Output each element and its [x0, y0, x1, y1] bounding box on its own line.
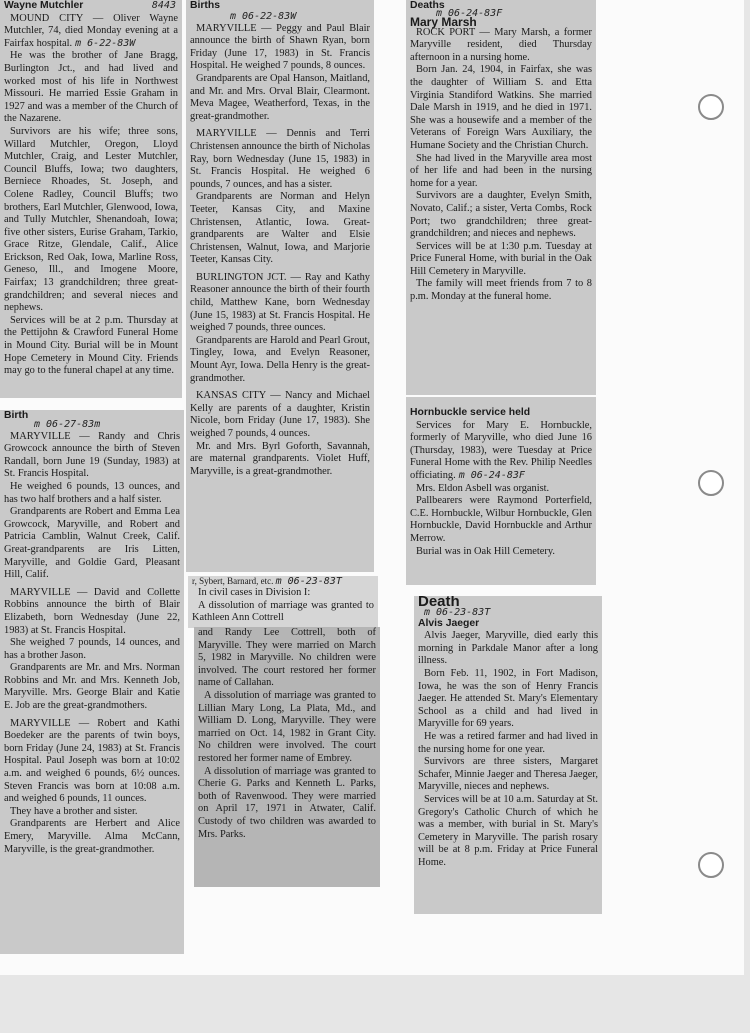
- birth-announcements-left-clipping: [0, 410, 184, 954]
- birth-left-paragraph: Grandparents are Robert and Emma Lea Growcock, Maryville, and Robert and Patricia Camblin, Walnut Creek, Calif. Great-grandparents are Iris Litten, Maryville, and Goldie Gard, Pleasant Hill, Calif.: [4, 506, 180, 581]
- births-middle-clipping: [186, 0, 374, 572]
- civil-cases-clipping-bottom: [194, 627, 380, 887]
- jaeger-obituary-clipping: [414, 596, 602, 914]
- birth-left-paragraph: Grandparents are Herbert and Alice Emery, Maryville. Alma McCann, Maryville, is the great-grandmother.: [4, 818, 180, 855]
- deaths-paragraph: Survivors are a daughter, Evelyn Smith, Novato, Calif.; a sister, Verta Combs, Rock Port; two grandchildren; three great-grandchildren; and nieces and nephews.: [410, 190, 592, 240]
- hornbuckle-date-mark: m 06-24-83F: [458, 469, 525, 481]
- jaeger-paragraph: Alvis Jaeger, Maryville, died early this morning in Parkdale Manor after a long illness.: [418, 630, 598, 667]
- births-mid-paragraph: Mr. and Mrs. Byrl Goforth, Savannah, are maternal grandparents. Violet Huff, Maryville, is a great-grandmother.: [190, 440, 370, 477]
- birth-left-paragraph: Grandparents are Mr. and Mrs. Norman Robbins and Mr. and Mrs. Kenneth Job, Maryville. Mrs. George Blair and Katie E. Job are the great-grandmothers.: [4, 662, 180, 712]
- deaths-date-mark: m 06-24-83F: [436, 7, 503, 19]
- births-mid-date-mark: m 06-22-83W: [230, 10, 297, 22]
- birth-left-paragraph: MARYVILLE — Randy and Chris Growcock announce the birth of Steven Randall, born June 19 (Sunday, 1983) at St. Francis Hospital.: [4, 430, 180, 480]
- hornbuckle-paragraph: Burial was in Oak Hill Cemetery.: [416, 545, 555, 557]
- births-mid-paragraph: Grandparents are Opal Hanson, Maitland, and Mr. and Mrs. Orval Blair, Clearmont. Meva Magee, Weatherford, Texas, in the great-grandmother.: [190, 72, 370, 122]
- mutchler-headline: Wayne Mutchler: [4, 0, 84, 11]
- hornbuckle-paragraph: Services for Mary E. Hornbuckle, formerly of Maryville, who died June 16 (Thursday, 1983), were Tuesday at Price Funeral Home with the Rev. Philip Needles officiating. m 06-24-83F: [410, 419, 592, 481]
- hornbuckle-headline: Hornbuckle service held: [410, 407, 531, 418]
- jaeger-paragraph: Born Feb. 11, 1902, in Fort Madison, Iowa, he was the son of Henry Francis Jaeger. He attended St. Mary's Elementary School as a child and had lived in Maryville for 69 years.: [418, 667, 598, 730]
- birth-left-paragraph: She weighed 7 pounds, 14 ounces, and has a brother Jason.: [4, 637, 180, 661]
- births-mid-paragraph: BURLINGTON JCT. — Ray and Kathy Reasoner announce the birth of their fourth child, Matthew Kane, born Wednesday (June 15, 1983) at St. Francis Hospital. He weighed 7 pounds, three ounces.: [190, 271, 370, 334]
- births-mid-paragraph: MARYVILLE — Dennis and Terri Christensen announce the birth of Nicholas Ray, born Wednesday (June 15, 1983) in St. Francis Hospital. He weighed 6 pounds, 7 ounces, and has a sister.: [190, 128, 370, 190]
- deaths-mary-marsh-clipping: [406, 0, 596, 395]
- civil-paragraph: A dissolution of marriage was granted to Cherie G. Parks and Kenneth L. Parks, both of Ravenwood. They were married on April 17, 1971 in Atwater, Calif. Custody of two children was awarded to Mrs. Parks.: [198, 765, 376, 840]
- jaeger-headline: Death: [418, 596, 460, 610]
- mutchler-paragraph: Services will be at 2 p.m. Thursday at the Pettijohn & Crawford Funeral Home in Mound City. Burial will be in Mount Hope Cemetery in Mound City. Friends may go to the funeral chapel at any time.: [4, 314, 178, 377]
- jaeger-date-mark: m 06-23-83T: [424, 606, 491, 618]
- punch-hole-bottom: [698, 852, 724, 878]
- civil-paragraph: A dissolution of marriage was granted to Lillian Mary Long, La Plata, Md., and William D. Long, Maryville. They were married on Oct. 14, 1982 in Grant City. No children were involved. The court restored her former name of Embrey.: [198, 689, 376, 764]
- hornbuckle-paragraph: Pallbearers were Raymond Porterfield, C.E. Hornbuckle, Wilbur Hornbuckle, Glen Hornbuckle, David Hornbuckle and Arthur Merrow.: [410, 495, 592, 544]
- birth-left-paragraph: MARYVILLE — David and Collette Robbins announce the birth of Blair Elizabeth, born Wednesday (June 22, 1983) at St. Francis Hospital.: [4, 586, 180, 636]
- deaths-headline: Deaths: [410, 0, 445, 11]
- civil-date-mark: m 06-23-83T: [275, 576, 342, 587]
- births-mid-paragraph: KANSAS CITY — Nancy and Michael Kelly are parents of a daughter, Kristin Nicole, born Friday (June 17, 1983). She weighed 7 pounds, 4 ounces.: [190, 390, 370, 439]
- mutchler-obituary-clipping: [0, 0, 182, 398]
- civil-intro: In civil cases in Division I:: [198, 587, 311, 598]
- hornbuckle-clipping: [406, 397, 596, 585]
- deaths-paragraph: Services will be at 1:30 p.m. Tuesday at Price Funeral Home, with burial in the Oak Hill Cemetery in Maryville.: [410, 240, 592, 277]
- deaths-paragraph: The family will meet friends from 7 to 8 p.m. Monday at the funeral home.: [410, 278, 592, 303]
- deaths-paragraph: ROCK PORT — Mary Marsh, a former Maryville resident, died Thursday afternoon in a nursing home.: [410, 26, 592, 63]
- birth-left-headline: Birth: [4, 410, 29, 421]
- births-mid-paragraph: Grandparents are Norman and Helyn Teeter, Kansas City, and Maxine Christensen, Atlantic, Iowa. Great-grandparents are Walter and Elsie Christensen, Walnut, Iowa, and Marjorie Teeter, Kansas City.: [190, 191, 370, 266]
- birth-left-paragraph: He weighed 6 pounds, 13 ounces, and has two half brothers and a half sister.: [4, 480, 180, 505]
- mutchler-paragraph: MOUND CITY — Oliver Wayne Mutchler, 74, died Monday evening at a Fairfax hospital. m 6-22-83W: [4, 12, 178, 49]
- punch-hole-middle: [698, 470, 724, 496]
- deaths-paragraph: Born Jan. 24, 1904, in Fairfax, she was the daughter of William S. and Etta Virginia Standiford Watkins. She married Dale Marsh in 1919, and he died in 1971. She was a housewife and a member of the Veterans of Foreign Wars Auxiliary, the Humane Society and the Christian Church.: [410, 64, 592, 151]
- births-mid-paragraph: Grandparents are Harold and Pearl Grout, Tingley, Iowa, and Evelyn Reasoner, Mount Ayr, Iowa. Della Henry is the great-grandmother.: [190, 334, 370, 384]
- deaths-name: Mary Marsh: [410, 14, 477, 29]
- jaeger-paragraph: Services will be at 10 a.m. Saturday at St. Gregory's Catholic Church of which he was a member, with burial in St. Mary's Cemetery in Maryville. The parish rosary will be at 8 p.m. Friday at Price Funeral Home.: [418, 793, 598, 868]
- deaths-paragraph: She had lived in the Maryville area most of her life and had been in the nursing home for a year.: [410, 152, 592, 189]
- births-mid-paragraph: MARYVILLE — Peggy and Paul Blair announce the birth of Shawn Ryan, born Friday (June 17, 1983) in St. Francis Hospital. He weighed 7 pounds, 8 ounces.: [190, 22, 370, 72]
- jaeger-name: Alvis Jaeger: [418, 617, 480, 629]
- mutchler-corner-mark: 8443: [151, 0, 176, 11]
- civil-paragraph: A dissolution of marriage was granted to Kathleen Ann Cottrell: [192, 599, 374, 624]
- punch-hole-top: [698, 94, 724, 120]
- mutchler-date-mark: m 6-22-83W: [75, 37, 136, 49]
- birth-left-paragraph: They have a brother and sister.: [10, 805, 138, 817]
- hornbuckle-paragraph: Mrs. Eldon Asbell was organist.: [416, 482, 550, 494]
- mutchler-paragraph: He was the brother of Jane Bragg, Burlington Jct., and had lived and worked most of his life in Northwest Missouri. He married Essie Graham in 1927 and was a member of the Church of the Nazarene.: [4, 50, 178, 125]
- civil-cases-clipping-top: [188, 576, 378, 628]
- births-mid-headline: Births: [190, 0, 221, 11]
- civil-cut-line: r, Sybert, Barnard, etc.: [192, 576, 274, 586]
- birth-left-paragraph: MARYVILLE — Robert and Kathi Boedeker are the parents of twin boys, born Friday (June 24, 1983) at St. Francis Hospital. Paul Joseph was born at 10:02 a.m. and weighed 6 pounds, 6½ ounces. Steven Francis was born at 10:08 a.m. and weighed 6 pounds, 11 ounces.: [4, 717, 180, 805]
- jaeger-paragraph: Survivors are three sisters, Margaret Schafer, Minnie Jaeger and Theresa Jaeger, Maryville, nieces and nephews.: [418, 756, 598, 793]
- jaeger-paragraph: He was a retired farmer and had lived in the nursing home for one year.: [418, 730, 598, 755]
- civil-paragraph: and Randy Lee Cottrell, both of Maryville. They were married on March 5, 1982 in Maryville. No children were involved. The court restored her former name of Callahan.: [198, 627, 376, 689]
- birth-left-date-mark: m 06-27-83m: [34, 418, 101, 430]
- mutchler-paragraph: Survivors are his wife; three sons, Willard Mutchler, Oregon, Lloyd Mutchler, Craig, and Lester Mutchler, Council Bluffs, Iowa; two daughters, Berniece Rhoades, St. Joseph, and Colene Radley, Council Bluffs; two brothers, Earl Mutchler, Glenwood, Iowa, and Tully Mutchler, Shenandoah, Iowa; five other sisters, Eurise Graham, Tarkio, Grace Ritze, Glendale, Calif., Alice Erickson, Red Oak, Iowa, Marline Ross, Geneso, Ill., and Imogene Moore, Fairfax; 13 grandchildren; three great-grandchildren; and several nieces and nephews.: [4, 125, 178, 314]
